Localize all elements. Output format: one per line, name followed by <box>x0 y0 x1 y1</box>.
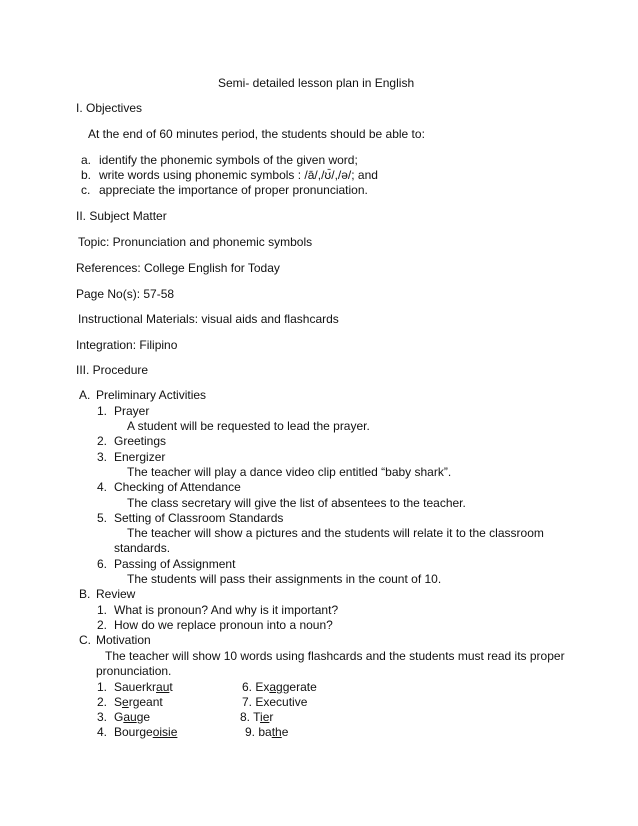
list-marker: 2. <box>97 434 108 448</box>
list-marker: 3. <box>97 710 108 724</box>
objective-marker: c. <box>81 183 91 197</box>
list-item-detail: The teacher will show a pictures and the students will relate it to the classroom <box>127 526 544 540</box>
list-marker: 2. <box>97 695 108 709</box>
word-item: 6. Exaggerate <box>242 680 317 694</box>
word-item: 7. Executive <box>242 695 308 709</box>
list-item: How do we replace pronoun into a noun? <box>114 618 333 632</box>
word-item: Bourgeoisie <box>114 725 178 739</box>
word-item: 8. Tier <box>240 710 274 724</box>
integration-line: Integration: Filipino <box>76 338 178 352</box>
list-item: Passing of Assignment <box>114 557 236 571</box>
section-title: Review <box>96 587 136 601</box>
list-item: Greetings <box>114 434 167 448</box>
list-marker: 1. <box>97 404 108 418</box>
word-item: 9. bathe <box>245 725 289 739</box>
objectives-intro: At the end of 60 minutes period, the students should be able to: <box>88 127 425 141</box>
procedure-heading: III. Procedure <box>76 363 149 377</box>
objective-item: appreciate the importance of proper pronunciation. <box>99 183 368 197</box>
objective-item: identify the phonemic symbols of the given word; <box>99 153 358 167</box>
list-item-detail: The class secretary will give the list of absentees to the teacher. <box>127 496 466 510</box>
objective-item: write words using phonemic symbols : /ā/,/ʊ̄/,/ə/; and <box>99 168 378 182</box>
list-marker: 1. <box>97 603 108 617</box>
section-marker: B. <box>79 587 91 601</box>
list-marker: 5. <box>97 511 108 525</box>
list-item: What is pronoun? And why is it important? <box>114 603 339 617</box>
subject-matter-heading: II. Subject Matter <box>76 209 167 223</box>
motivation-text: pronunciation. <box>96 664 172 678</box>
objective-marker: b. <box>81 168 92 182</box>
list-item-detail: A student will be requested to lead the prayer. <box>127 419 370 433</box>
list-item: Checking of Attendance <box>114 480 241 494</box>
list-item-detail: The teacher will play a dance video clip entitled “baby shark”. <box>127 465 452 479</box>
objective-marker: a. <box>81 153 92 167</box>
topic-line: Topic: Pronunciation and phonemic symbols <box>78 235 313 249</box>
pages-line: Page No(s): 57-58 <box>76 287 175 301</box>
section-marker: A. <box>79 388 91 402</box>
list-item: Energizer <box>114 450 166 464</box>
list-marker: 1. <box>97 680 108 694</box>
materials-line: Instructional Materials: visual aids and flashcards <box>78 312 339 326</box>
page-title: Semi- detailed lesson plan in English <box>218 76 415 90</box>
motivation-text: The teacher will show 10 words using flashcards and the students must read its proper <box>105 649 565 663</box>
word-item: Sauerkraut <box>114 680 173 694</box>
list-marker: 2. <box>97 618 108 632</box>
list-marker: 6. <box>97 557 108 571</box>
word-item: Gauge <box>114 710 151 724</box>
list-item-detail: standards. <box>114 541 171 555</box>
list-marker: 3. <box>97 450 108 464</box>
list-item: Setting of Classroom Standards <box>114 511 284 525</box>
section-title: Preliminary Activities <box>96 388 207 402</box>
word-item: Sergeant <box>114 695 163 709</box>
section-marker: C. <box>79 633 91 647</box>
list-item-detail: The students will pass their assignments in the count of 10. <box>127 572 442 586</box>
list-marker: 4. <box>97 725 108 739</box>
objectives-heading: I. Objectives <box>76 101 143 115</box>
list-item: Prayer <box>114 404 150 418</box>
list-marker: 4. <box>97 480 108 494</box>
section-title: Motivation <box>96 633 151 647</box>
references-line: References: College English for Today <box>76 261 280 275</box>
